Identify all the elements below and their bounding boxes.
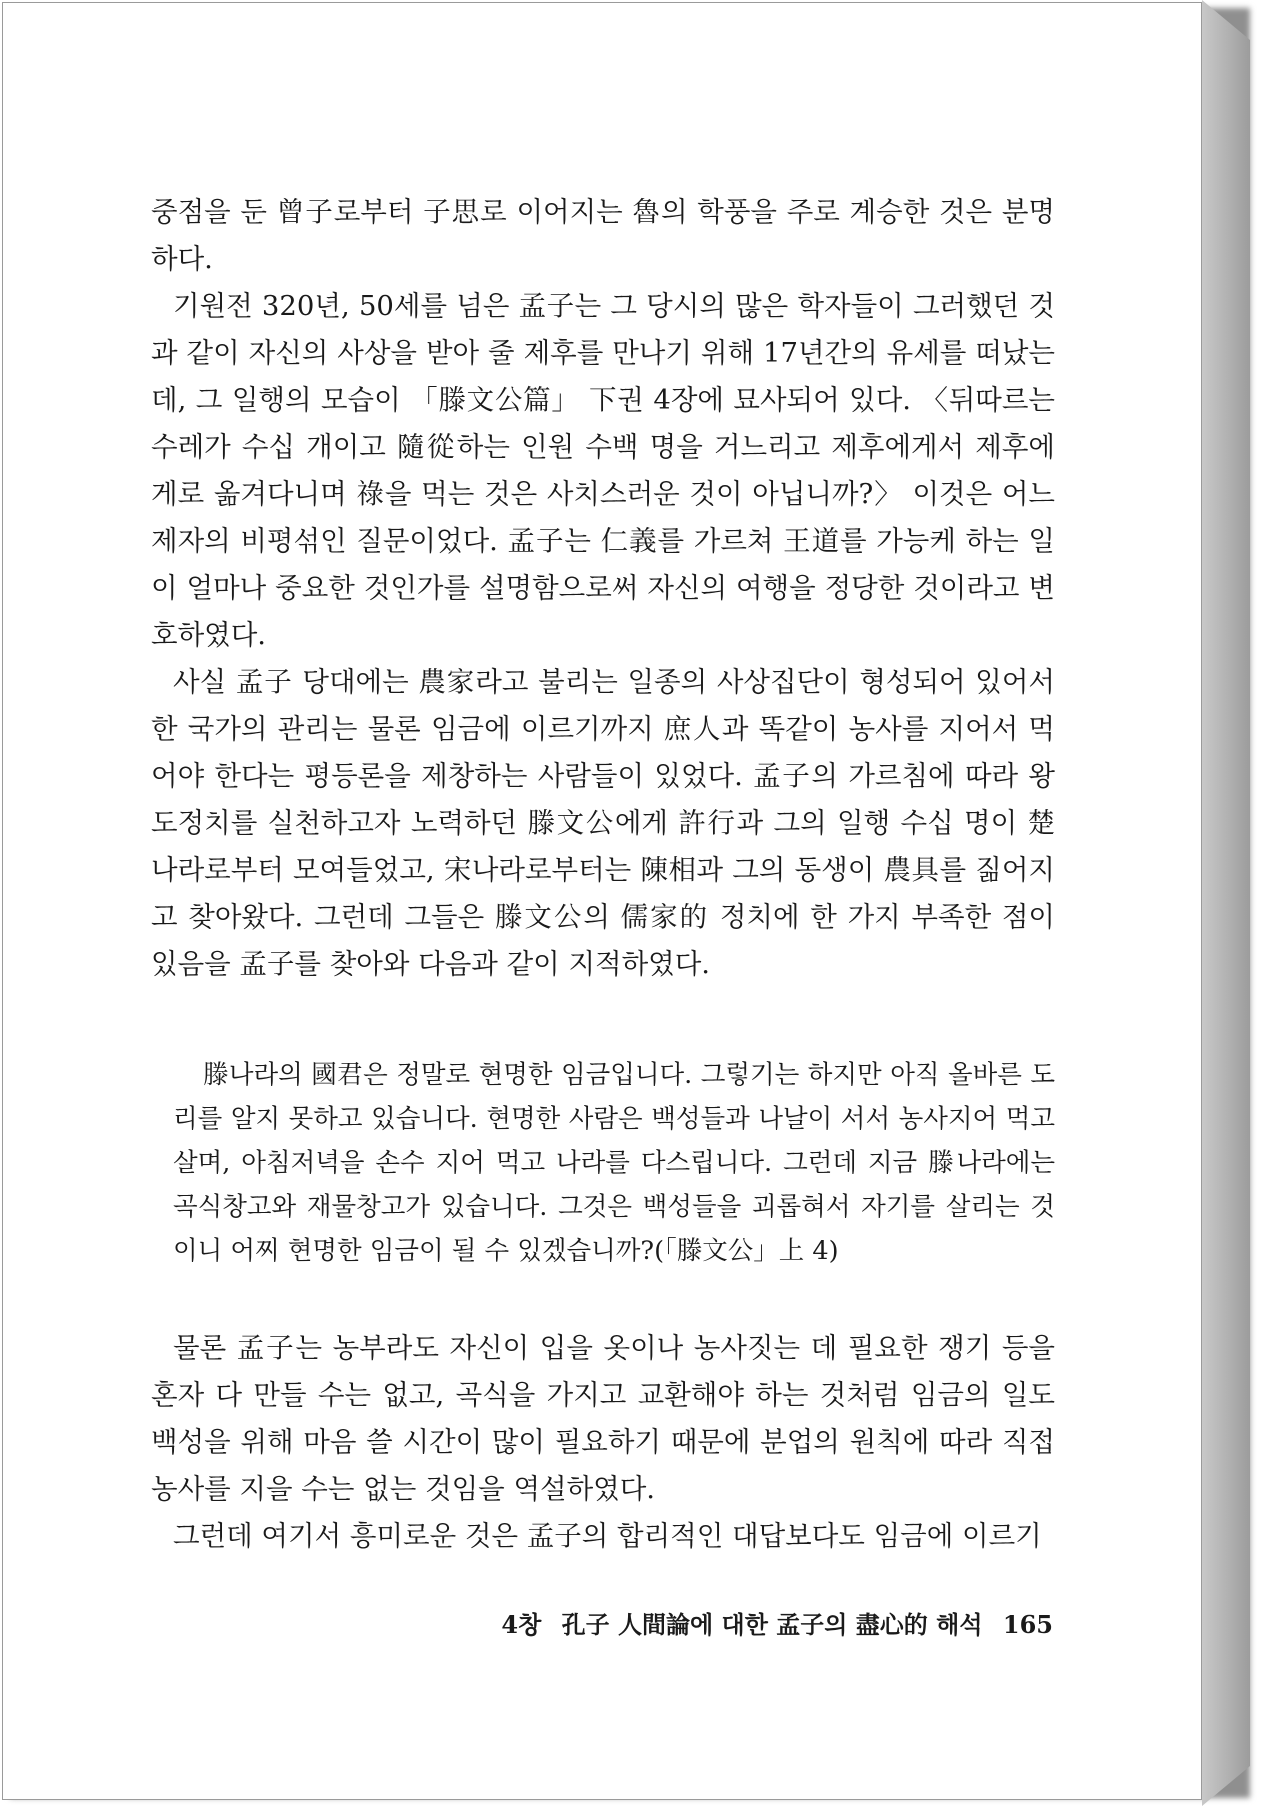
paragraph-1: 중점을 둔 曾子로부터 子思로 이어지는 魯의 학풍을 주로 계승한 것은 분명하다. [151,196,1055,275]
book-page [2,2,1202,1800]
paragraph-5: 그런데 여기서 흥미로운 것은 孟子의 합리적인 대답보다도 임금에 이르기 [173,1520,1042,1552]
quote-text: 滕나라의 國君은 정말로 현명한 임금입니다. 그렇기는 하지만 아직 올바른 도리를 알지 못하고 있습니다. 현명한 사람은 백성들과 나날이 서서 농사지어 먹고 살며, 아침저녁을 손수 지어 먹고 나라를 다스립니다. 그런데 지금 滕나라에는 곡식창고와 재물창고가 있습니다. 그것은 백성들을 괴롭혀서 자기를 살리는 것이니 어찌 현명한 임금이 될 수 있겠습니까?(「滕文公」上 4) [173,1060,1055,1266]
block-quote [173,1053,1055,1273]
body-text-top [151,189,1055,988]
footer-chapter: 4창 [501,1610,542,1639]
book-spine [1202,0,1250,1806]
body-text-bottom [151,1325,1055,1560]
paragraph-3: 사실 孟子 당대에는 農家라고 불리는 일종의 사상집단이 형성되어 있어서 한 국가의 관리는 물론 임금에 이르기까지 庶人과 똑같이 농사를 지어서 먹어야 한다는 평등론을 제창하는 사람들이 있었다. 孟子의 가르침에 따라 왕도정치를 실천하고자 노력하던 滕文公에게 許行과 그의 일행 수십 명이 楚나라로부터 모여들었고, 宋나라로부터는 陳相과 그의 동생이 農具를 짊어지고 찾아왔다. 그런데 그들은 滕文公의 儒家的 정치에 한 가지 부족한 점이 있음을 孟子를 찾아와 다음과 같이 지적하였다. [151,666,1055,980]
running-footer [453,1605,1053,1645]
paragraph-2: 기원전 320년, 50세를 넘은 孟子는 그 당시의 많은 학자들이 그러했던 것과 같이 자신의 사상을 받아 줄 제후를 만나기 위해 17년간의 유세를 떠났는데, 그 일행의 모습이 「滕文公篇」 下권 4장에 묘사되어 있다. 〈뒤따르는 수레가 수십 개이고 隨從하는 인원 수백 명을 거느리고 제후에게서 제후에게로 옮겨다니며 祿을 먹는 것은 사치스러운 것이 아닙니까?〉 이것은 어느 제자의 비평섞인 질문이었다. 孟子는 仁義를 가르쳐 王道를 가능케 하는 일이 얼마나 중요한 것인가를 설명함으로써 자신의 여행을 정당한 것이라고 변호하였다. [151,290,1055,651]
footer-title: 孔子 人間論에 대한 孟子의 盡心的 해석 [561,1610,983,1639]
page-number: 165 [1002,1610,1053,1639]
paragraph-4: 물론 孟子는 농부라도 자신이 입을 옷이나 농사짓는 데 필요한 쟁기 등을 혼자 다 만들 수는 없고, 곡식을 가지고 교환해야 하는 것처럼 임금의 일도 백성을 위해 마음 쓸 시간이 많이 필요하기 때문에 분업의 원칙에 따라 직접 농사를 지을 수는 없는 것임을 역설하였다. [151,1332,1055,1505]
